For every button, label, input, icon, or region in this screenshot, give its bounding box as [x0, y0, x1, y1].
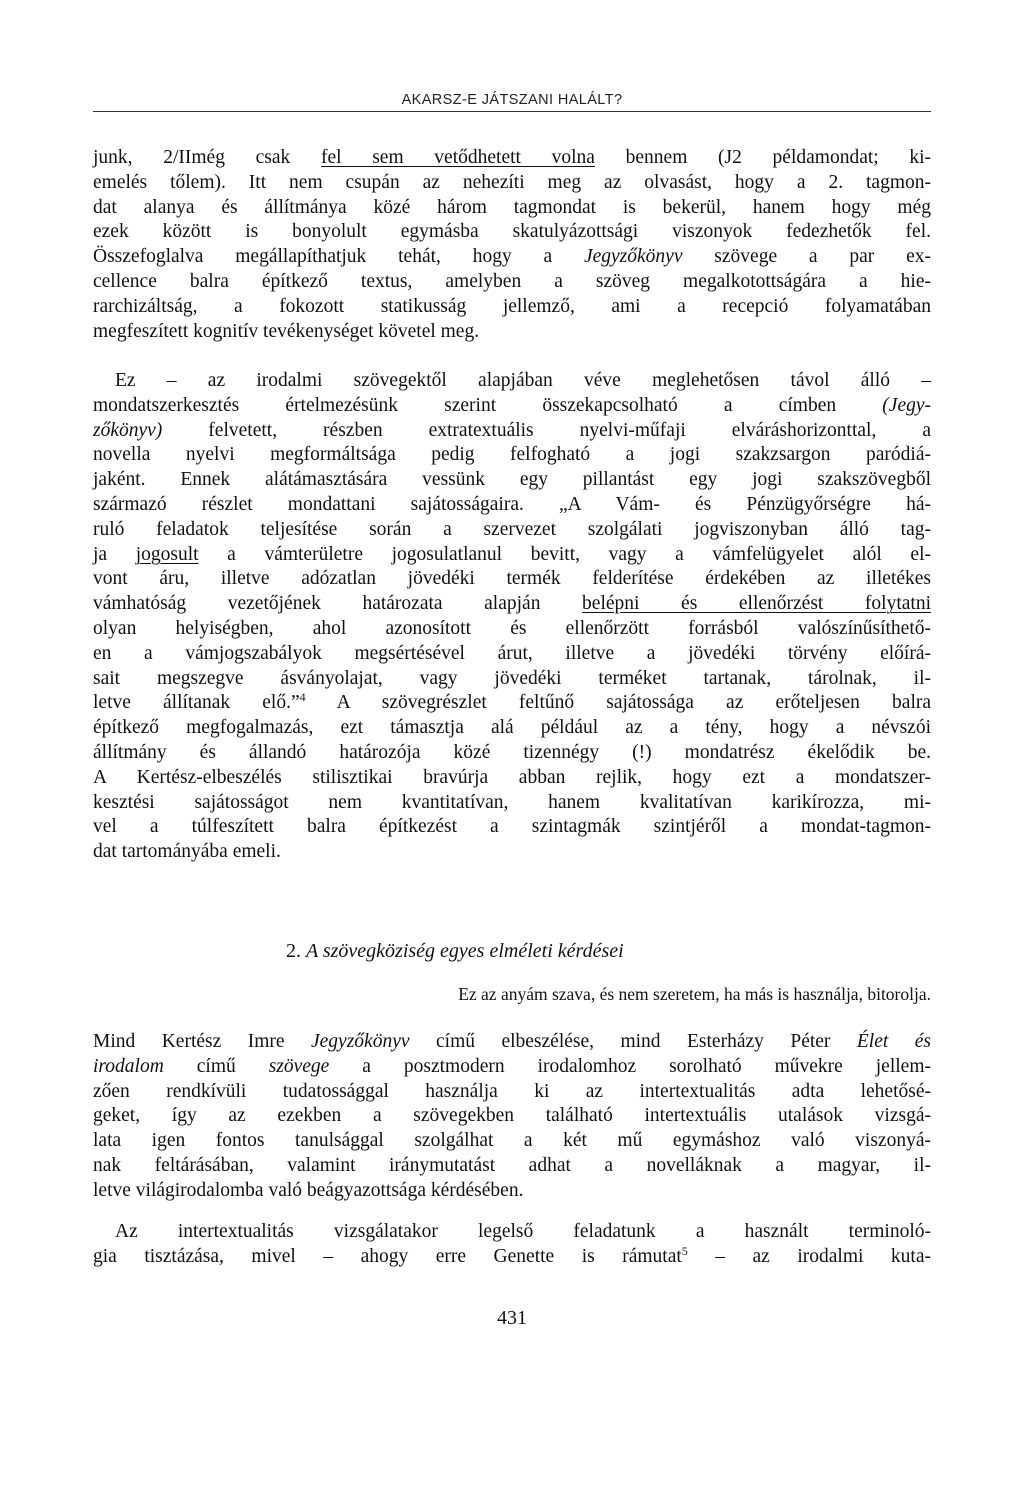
- header-rule: [93, 111, 931, 112]
- text-line: zőkönyv) felvetett, részben extratextuális nyelvi-műfaji elváráshorizonttal, a: [93, 419, 931, 441]
- text-line: származó részlet mondattani sajátosságaira. „A Vám- és Pénzügyőrségre há-: [93, 493, 931, 515]
- text-line: sait megszegve ásványolajat, vagy jövedéki terméket tartanak, tárolnak, il-: [93, 667, 931, 689]
- text-line: geket, így az ezekben a szövegekben található intertextuális utalások vizsgá-: [93, 1105, 931, 1127]
- page-number: 431: [497, 1307, 527, 1329]
- footnote-ref: 5: [681, 1243, 688, 1258]
- paragraph-2: [93, 369, 931, 865]
- text-line: gia tisztázása, mivel – ahogy erre Genette is rámutat$^5$ – az irodalmi kuta-: [93, 1243, 931, 1267]
- underlined-phrase: belépni és ellenőrzést folytatni: [582, 593, 931, 615]
- text-line: dat alanya és állítmánya közé három tagmondat is bekerül, hanem hogy még: [93, 196, 931, 218]
- footnote-ref: 4: [299, 690, 306, 705]
- text-line: letve állítanak elő.”$^4$ A szövegrészlet feltűnő sajátossága az erőteljesen balra: [93, 690, 932, 714]
- text-line: vel a túlfeszített balra építkezést a szintagmák szintjéről a mondat-tagmon-: [93, 816, 931, 838]
- italic-title: (Jegy-: [882, 394, 931, 416]
- text-line: olyan helyiségben, ahol azonosított és ellenőrzött forrásból valószínűsíthető-: [93, 617, 931, 639]
- text-line: rarchizáltság, a fokozott statikusság jellemző, ami a recepció folyamatában: [93, 295, 931, 317]
- text-line: novella nyelvi megformáltsága pedig felfogható a jogi szakzsargon paródiá-: [93, 444, 931, 466]
- section-number: 2.: [286, 940, 301, 962]
- underlined-phrase: fel sem vetődhetett volna: [320, 147, 595, 168]
- text-line: en a vámjogszabályok megsértésével árut, illetve a jövedéki törvény előírá-: [93, 642, 931, 664]
- italic-title: zőkönyv): [93, 419, 163, 441]
- text-line: junk, 2/IImég csak fel sem vetődhetett volna bennem (J2 példamondat; ki-: [93, 147, 932, 168]
- italic-title: Élet és: [856, 1031, 931, 1052]
- text-line: Mind Kertész Imre Jegyzőkönyv című elbeszélése, mind Esterházy Péter Élet és: [93, 1031, 931, 1052]
- text-line: vámhatóság vezetőjének határozata alapján belépni és ellenőrzést folytatni: [93, 593, 931, 615]
- text-line: állítmány és állandó határozója közé tizennégy (!) mondatrész ékelődik be.: [93, 741, 931, 763]
- text-line: Az intertextualitás vizsgálatakor legelső feladatunk a használt terminoló-: [115, 1221, 931, 1242]
- text-line: ezek között is bonyolult egymásba skatulyázottsági viszonyok fedezhetők fel.: [93, 221, 931, 243]
- text-line: kesztési sajátosságot nem kvantitatívan, hanem kvalitatívan karikírozza, mi-: [93, 791, 931, 813]
- paragraph-1: [93, 146, 931, 344]
- text-line: dat tartományába emeli.: [93, 841, 281, 863]
- text-line: Ez – az irodalmi szövegektől alapjában véve meglehetősen távol álló –: [115, 370, 931, 391]
- text-line: ruló feladatok teljesítése során a szervezet szolgálati jogviszonyban álló tag-: [93, 518, 931, 540]
- text-line: mondatszerkesztés értelmezésünk szerint összekapcsolható a címben (Jegy-: [93, 394, 931, 416]
- section-title: A szövegköziség egyes elméleti kérdései: [306, 940, 624, 962]
- underlined-phrase: jogosult: [135, 543, 199, 565]
- text-line: megfeszített kognitív tevékenységet követel meg.: [93, 320, 480, 342]
- text-line: A Kertész-elbeszélés stilisztikai bravúrja abban rejlik, hogy ezt a mondatszer-: [93, 766, 931, 788]
- italic-title: Jegyzőkönyv: [583, 246, 683, 268]
- text-line: Összefoglalva megállapíthatjuk tehát, hogy a Jegyzőkönyv szövege a par ex-: [93, 246, 931, 268]
- motto: Ez az anyám szava, és nem szeretem, ha más is használja, bitorolja.: [458, 984, 931, 1004]
- running-head: AKARSZ-E JÁTSZANI HALÁLT?: [401, 92, 623, 108]
- italic-title: szövege: [268, 1055, 330, 1077]
- section-heading: [286, 938, 931, 964]
- text-line: letve világirodalomba való beágyazottsága kérdésében.: [93, 1179, 524, 1201]
- italic-title: irodalom: [93, 1055, 164, 1077]
- text-line: irodalom című szövege a posztmodern irodalomhoz sorolható művekre jellem-: [93, 1055, 931, 1077]
- paragraph-3: [93, 1030, 931, 1204]
- text-line: nak feltárásában, valamint iránymutatást adhat a novelláknak a magyar, il-: [93, 1154, 931, 1176]
- text-line: cellence balra építkező textus, amelyben a szöveg megalkotottságára a hie-: [93, 270, 931, 292]
- text-line: építkező megfogalmazás, ezt támasztja alá például az a tény, hogy a névszói: [93, 717, 931, 739]
- text-line: vont áru, illetve adózatlan jövedéki termék felderítése érdekében az illetékes: [93, 568, 931, 590]
- italic-title: Jegyzőkönyv: [311, 1031, 410, 1052]
- text-line: zően rendkívüli tudatossággal használja ki az intertextualitás adta lehetősé-: [93, 1080, 931, 1102]
- paragraph-4: [93, 1220, 931, 1270]
- text-line: lata igen fontos tanulsággal szolgálhat a két mű egymáshoz való viszonyá-: [93, 1130, 931, 1152]
- text-line: emelés tőlem). Itt nem csupán az nehezíti meg az olvasást, hogy a 2. tagmon-: [93, 171, 931, 193]
- text-line: ja jogosult a vámterületre jogosulatlanul bevitt, vagy a vámfelügyelet alól el-: [93, 543, 931, 565]
- text-line: jaként. Ennek alátámasztására vessünk egy pillantást egy jogi szakszövegből: [93, 469, 931, 491]
